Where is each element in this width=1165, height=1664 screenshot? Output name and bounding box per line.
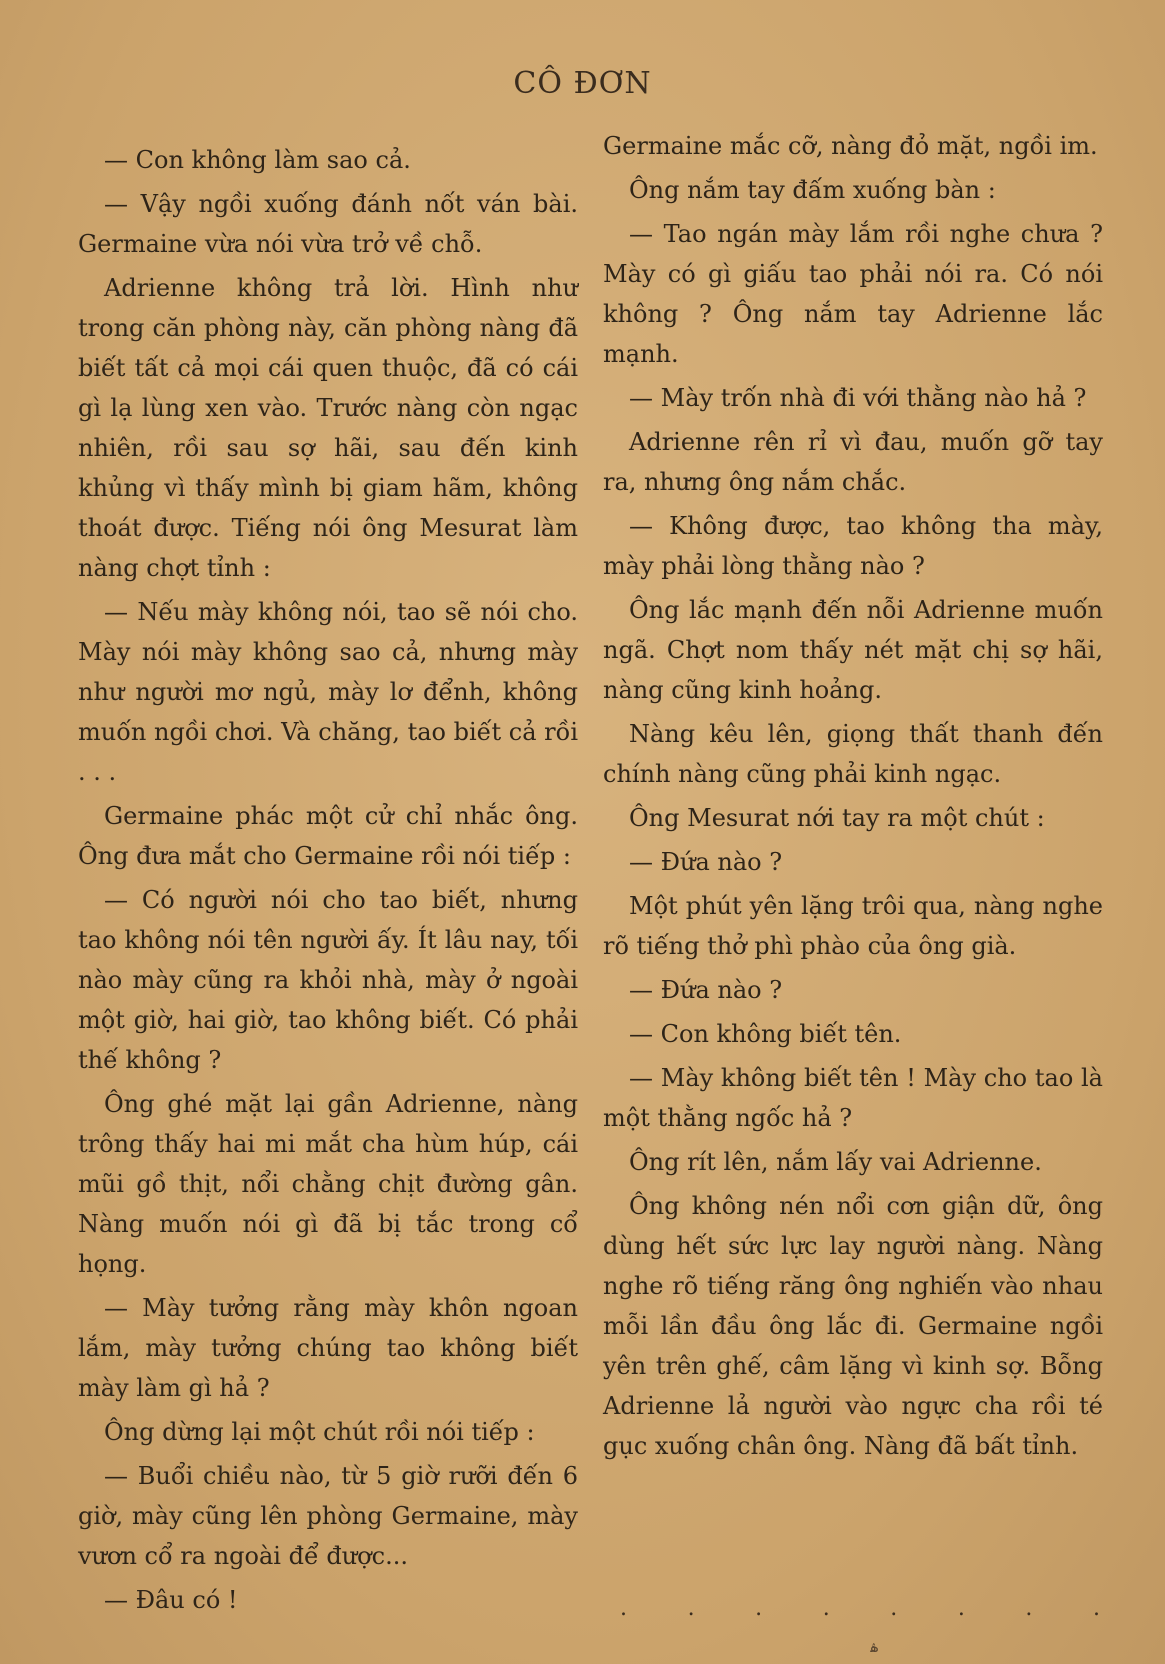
dot: . (822, 1596, 830, 1621)
paragraph: — Đứa nào ? (629, 976, 783, 1004)
dot: . (1092, 1596, 1100, 1621)
paragraph: Ông Mesurat nới tay ra một chút : (629, 804, 1045, 832)
paragraph: Ông lắc mạnh đến nỗi Adrienne muốn ngã. Chợt nom thấy nét mặt chị sợ hãi, nàng cũng kinh hoảng. (603, 596, 1103, 704)
paragraph: Ông nắm tay đấm xuống bàn : (629, 176, 996, 204)
dot: . (957, 1596, 965, 1621)
paragraph: — Con không biết tên. (629, 1020, 902, 1048)
dot: . (687, 1596, 695, 1621)
dot: . (755, 1596, 763, 1621)
paragraph: Ông ghé mặt lại gần Adrienne, nàng trông thấy hai mi mắt cha hùm húp, cái mũi gồ thịt, nổi chằng chịt đường gân. Nàng muốn nói gì đã bị tắc trong cổ họng. (78, 1090, 578, 1278)
paragraph: Adrienne rên rỉ vì đau, muốn gỡ tay ra, nhưng ông nắm chắc. (603, 428, 1103, 496)
paragraph: Germaine phác một cử chỉ nhắc ông. Ông đưa mắt cho Germaine rồi nói tiếp : (78, 802, 578, 870)
paragraph: — Mày tưởng rằng mày khôn ngoan lắm, mày tưởng chúng tao không biết mày làm gì hả ? (78, 1294, 578, 1402)
paragraph: Adrienne không trả lời. Hình như trong căn phòng này, căn phòng nàng đã biết tất cả mọi cái quen thuộc, đã có cái gì lạ lùng xen vào. Trước nàng còn ngạc nhiên, rồi sau sợ hãi, sau đến kinh khủng vì thấy mình bị giam hãm, không thoát được. Tiếng nói ông Mesurat làm nàng chợt tỉnh : (78, 274, 578, 582)
footer-mark: ۿ (870, 1640, 879, 1656)
paragraph: Ông không nén nổi cơn giận dữ, ông dùng hết sức lực lay người nàng. Nàng nghe rõ tiếng răng ông nghiến vào nhau mỗi lần đầu ông lắc đi. Germaine ngồi yên trên ghế, câm lặng vì kinh sợ. Bỗng Adrienne lả người vào ngực cha rồi té gục xuống chân ông. Nàng đã bất tỉnh. (603, 1192, 1103, 1460)
paragraph: — Vậy ngồi xuống đánh nốt ván bài. Germaine vừa nói vừa trở về chỗ. (78, 190, 578, 258)
paragraph: — Mày trốn nhà đi với thằng nào hả ? (629, 384, 1087, 412)
right-column (603, 126, 1103, 1470)
paragraph: — Nếu mày không nói, tao sẽ nói cho. Mày nói mày không sao cả, nhưng mày như người mơ ngủ, mày lơ đểnh, không muốn ngồi chơi. Và chăng, tao biết cả rồi . . . (78, 598, 578, 786)
paragraph: — Đứa nào ? (629, 848, 783, 876)
paragraph: Nàng kêu lên, giọng thất thanh đến chính nàng cũng phải kinh ngạc. (603, 720, 1103, 788)
section-break-dots (620, 1596, 1100, 1621)
left-column (78, 140, 578, 1624)
dot: . (890, 1596, 898, 1621)
paragraph: — Đâu có ! (104, 1586, 238, 1614)
paragraph: — Tao ngán mày lắm rồi nghe chưa ? Mày có gì giấu tao phải nói ra. Có nói không ? Ông nắm tay Adrienne lắc mạnh. (603, 220, 1103, 368)
paragraph: Một phút yên lặng trôi qua, nàng nghe rõ tiếng thở phì phào của ông già. (603, 892, 1103, 960)
paragraph: — Mày không biết tên ! Mày cho tao là một thằng ngốc hả ? (603, 1064, 1103, 1132)
page-title: CÔ ĐƠN (513, 66, 652, 101)
dot: . (620, 1596, 627, 1621)
paragraph: — Con không làm sao cả. (104, 146, 411, 174)
paragraph: — Không được, tao không tha mày, mày phải lòng thằng nào ? (603, 512, 1103, 580)
paragraph: — Có người nói cho tao biết, nhưng tao không nói tên người ấy. Ít lâu nay, tối nào mày cũng ra khỏi nhà, mày ở ngoài một giờ, hai giờ, tao không biết. Có phải thế không ? (78, 886, 578, 1074)
dot: . (1025, 1596, 1033, 1621)
paragraph: Ông rít lên, nắm lấy vai Adrienne. (629, 1148, 1042, 1176)
paragraph: Germaine mắc cỡ, nàng đỏ mặt, ngồi im. (603, 132, 1098, 160)
paragraph: Ông dừng lại một chút rồi nói tiếp : (104, 1418, 535, 1446)
paragraph: — Buổi chiều nào, từ 5 giờ rưỡi đến 6 giờ, mày cũng lên phòng Germaine, mày vươn cổ ra ngoài để được... (78, 1462, 578, 1570)
